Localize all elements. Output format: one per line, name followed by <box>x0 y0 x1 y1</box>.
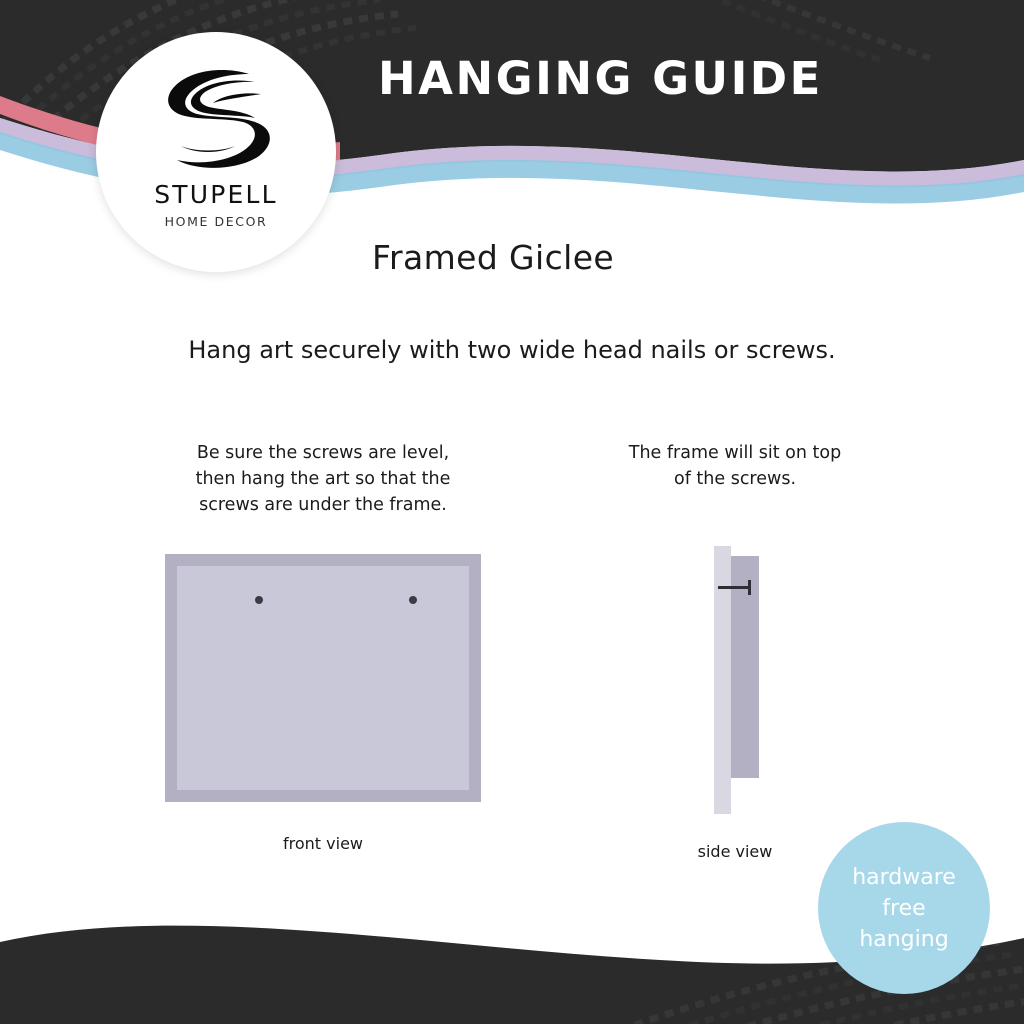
hardware-free-badge-text <box>852 862 956 955</box>
brand-logo <box>96 32 336 272</box>
badge-line-2: free <box>882 895 926 921</box>
side-view-frame <box>731 556 759 778</box>
hardware-free-badge <box>818 822 990 994</box>
side-caption-line-2: of the screws. <box>673 469 797 489</box>
front-caption-line-1: Be sure the screws are level, <box>196 443 450 463</box>
front-view-panel <box>118 440 528 518</box>
side-view-caption <box>560 440 910 492</box>
side-caption-line-1: The frame will sit on top <box>628 443 842 463</box>
side-view-screw-icon <box>718 586 750 589</box>
brand-subtitle: HOME DECOR <box>164 214 268 229</box>
front-caption-line-2: then hang the art so that the <box>195 469 451 489</box>
product-type: Framed Giclee <box>372 238 615 277</box>
screw-dot-left-icon <box>255 596 263 604</box>
badge-line-3: hanging <box>859 926 949 952</box>
main-instruction: Hang art securely with two wide head nails or screws. <box>188 336 836 364</box>
side-view-panel <box>560 440 910 492</box>
page-title: HANGING GUIDE <box>378 52 823 105</box>
front-view-frame-diagram <box>165 554 481 802</box>
front-view-frame-inner <box>177 566 469 790</box>
screw-dot-right-icon <box>409 596 417 604</box>
badge-line-1: hardware <box>852 864 956 890</box>
front-caption-line-3: screws are under the frame. <box>199 495 447 515</box>
front-view-caption <box>118 440 528 518</box>
front-view-label: front view <box>283 834 363 853</box>
side-view-screw-head-icon <box>748 580 751 595</box>
brand-name: STUPELL <box>154 180 278 209</box>
side-view-label: side view <box>697 842 773 861</box>
stupell-swoosh-logo-icon <box>151 60 281 178</box>
